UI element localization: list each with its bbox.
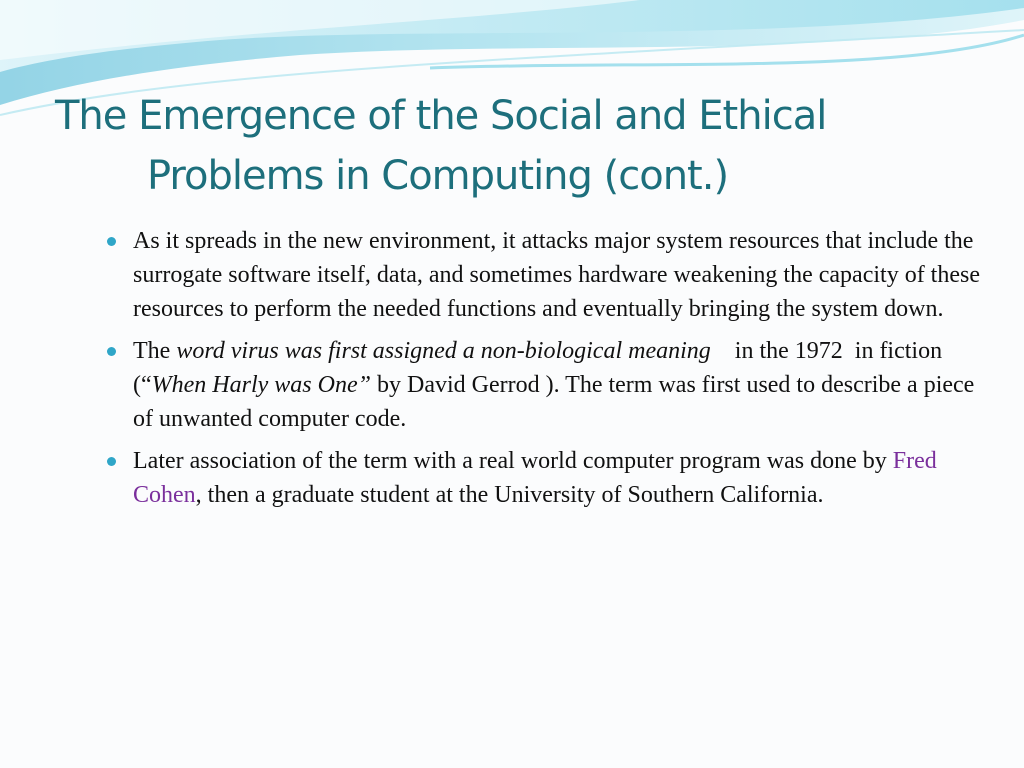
bullet-text-italic: When Harly was One”	[151, 372, 371, 398]
title-line-1: The Emergence of the Social and Ethical	[55, 93, 827, 139]
bullet-dot-icon	[107, 347, 116, 356]
bullet-list	[107, 224, 987, 520]
bullet-dot-icon	[107, 237, 116, 246]
bullet-text-part: , then a graduate student at the University of Southern California.	[195, 482, 824, 508]
bullet-item	[107, 444, 987, 512]
bullet-text: As it spreads in the new environment, it attacks major system resources that include the surrogate software itself, data, and sometimes hardware weakening the capacity of these resources to perform the needed functions and eventually bringing the system down.	[133, 228, 980, 322]
fred-cohen-link[interactable]: Fred Cohen	[133, 448, 937, 508]
bullet-text-part: by David Gerrod ). The term was first used to describe a piece of unwanted computer code.	[133, 372, 975, 432]
bullet-text-part: in the 1972 in fiction (“	[133, 338, 949, 398]
bullet-item	[107, 224, 987, 326]
bullet-text-italic: word virus was first assigned a non-biological meaning	[176, 338, 711, 364]
slide-title	[55, 86, 995, 206]
bullet-text-part: The	[133, 338, 177, 364]
bullet-text-part: Later association of the term with a real world computer program was done by	[133, 448, 893, 474]
bullet-item	[107, 334, 987, 436]
title-line-2: Problems in Computing (cont.)	[147, 153, 729, 199]
bullet-dot-icon	[107, 457, 116, 466]
